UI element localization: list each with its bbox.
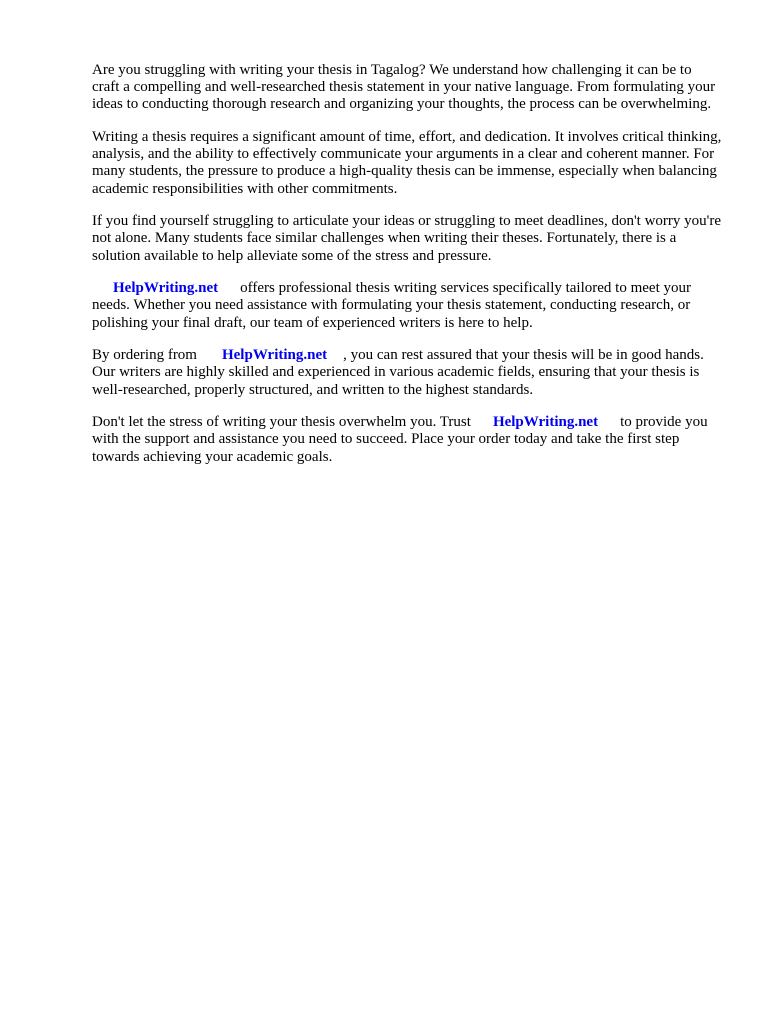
paragraph-services — [92, 280, 722, 332]
ordering-text-before: By ordering from — [92, 347, 197, 364]
paragraph-intro: Are you struggling with writing your thesis in Tagalog? We understand how challenging it can be to craft a compelling and well-researched thesis statement in your native language. From formulating your ideas to conducting thorough research and organizing your thoughts, the process can be overwhelming. — [92, 62, 716, 113]
closing-text-before: Don't let the stress of writing your thesis overwhelm you. Trust — [92, 414, 471, 431]
paragraph-ordering — [92, 347, 722, 399]
helpwriting-link[interactable]: HelpWriting.net — [492, 414, 599, 431]
services-text: offers professional thesis writing services specifically tailored to meet your needs. Whether you need assistance with formulating your thesis statement, conducting research, or polishing your final draft, our team of experienced writers is here to help. — [92, 280, 691, 331]
document-body — [92, 62, 722, 481]
helpwriting-link[interactable]: HelpWriting.net — [113, 280, 219, 297]
helpwriting-link[interactable]: HelpWriting.net — [221, 347, 328, 364]
closing-text-after: to provide you with the support and assistance you need to succeed. Place your order today and take the first step towards achieving your academic goals. — [92, 414, 708, 465]
paragraph-closing — [92, 414, 722, 466]
paragraph-requirements: Writing a thesis requires a significant amount of time, effort, and dedication. It involves critical thinking, analysis, and the ability to effectively communicate your arguments in a clear and coherent manner. For many students, the pressure to produce a high-quality thesis can be immense, especially when balancing academic responsibilities with other commitments. — [92, 129, 722, 197]
ordering-text-after: , you can rest assured that your thesis will be in good hands. Our writers are highly skilled and experienced in various academic fields, ensuring that your thesis is well-researched, properly structured, and written to the highest standards. — [92, 347, 704, 398]
paragraph-solution: If you find yourself struggling to articulate your ideas or struggling to meet deadlines, don't worry you're not alone. Many students face similar challenges when writing their theses. Fortunately, there is a solution available to help alleviate some of the stress and pressure. — [92, 213, 722, 264]
